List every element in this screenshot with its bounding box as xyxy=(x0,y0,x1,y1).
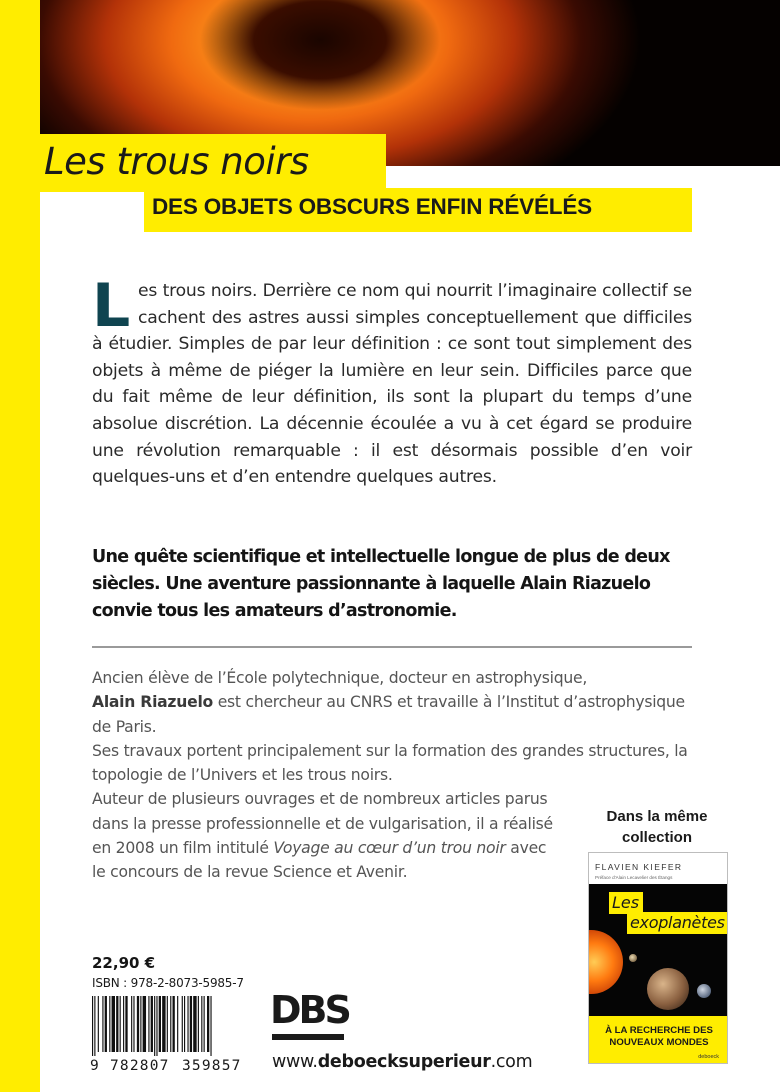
bio-paragraph-1 xyxy=(92,666,692,739)
book-subtitle: DES OBJETS OBSCURS ENFIN RÉVÉLÉS xyxy=(152,194,592,219)
intro-paragraph xyxy=(92,271,692,491)
barcode-first-digit: 9 xyxy=(90,1058,100,1074)
dbs-logo: DBS xyxy=(270,988,349,1032)
planet-illustration xyxy=(647,968,689,1010)
small-planet-illustration xyxy=(697,984,711,998)
star-illustration xyxy=(588,930,623,994)
intro-text: es trous noirs. Derrière ce nom qui nourrit l’imaginaire collectif se cachent des astres aussi simples conceptuellement que difficiles à étudier. Simples de par leur définition : ce sont tout simplement des objets à même de piéger la lumière en leur sein. Difficiles parce que du fait même de leur définition, ils sont la plupart du temps d’une absolue discrétion. La décennie écoulée a vu à cet égard se produire une révolution remarquable : il est désormais possible d’en voir quelques-uns et d’en entendre quelques autres. xyxy=(92,281,692,488)
related-book-title-line2: exoplanètes xyxy=(627,912,728,934)
price: 22,90 € xyxy=(92,954,156,972)
barcode xyxy=(90,996,254,1056)
author-name: Alain Riazuelo xyxy=(92,693,213,712)
drop-cap-letter: L xyxy=(92,271,131,341)
website-prefix: www. xyxy=(272,1052,318,1072)
publisher-website[interactable] xyxy=(272,1052,532,1072)
isbn: ISBN : 978-2-8073-5985-7 xyxy=(92,976,244,990)
film-title: Voyage au cœur d’un trou noir xyxy=(273,839,506,858)
bio-p3-start: Auteur de plusieurs ouvrages et de nombreux articles parus dans la presse professionnelle et de vulgarisation, il a réalisé en 2008 un film intitulé xyxy=(92,790,553,858)
related-book-cover[interactable] xyxy=(588,852,728,1064)
subtitle-banner xyxy=(144,188,692,232)
title-banner xyxy=(40,134,386,192)
bio-p3-end: avec le concours de la revue Science et Avenir. xyxy=(92,839,547,882)
barcode-group-2: 359857 xyxy=(182,1058,242,1074)
bio-paragraph-3 xyxy=(92,787,562,884)
bio-paragraph-2: Ses travaux portent principalement sur la formation des grandes structures, la topologie de l’Univers et les trous noirs. xyxy=(92,741,688,785)
barcode-digits xyxy=(90,1058,260,1078)
yellow-side-strip xyxy=(0,0,40,1092)
related-book-preface: Préface d’Alain Lecavelier des Étangs xyxy=(595,875,673,880)
related-book-subtitle: À LA RECHERCHE DES NOUVEAUX MONDES xyxy=(605,1025,713,1048)
highlight-paragraph: Une quête scientifique et intellectuelle longue de plus de deux siècles. Une aventure passionnante à laquelle Alain Riazuelo convie tous les amateurs d’astronomie. xyxy=(92,547,670,621)
website-brand: deboecksuperieur xyxy=(317,1052,491,1072)
dbs-logo-underline xyxy=(272,1034,344,1040)
related-book-author: FLAVIEN KIEFER xyxy=(595,862,683,872)
related-book-title-line1: Les xyxy=(609,892,643,914)
section-divider xyxy=(92,646,692,648)
book-title: Les trous noirs xyxy=(44,140,309,183)
tiny-planet-illustration xyxy=(629,954,637,962)
barcode-group-1: 782807 xyxy=(110,1058,170,1074)
bio-p1-start: Ancien élève de l’École polytechnique, docteur en astrophysique, xyxy=(92,669,588,687)
same-collection-heading: Dans la même collection xyxy=(606,808,708,846)
website-suffix: .com xyxy=(490,1052,533,1072)
related-book-publisher: deboeck xyxy=(698,1054,719,1060)
bio-p1-end: est chercheur au CNRS et travaille à l’Institut d’astrophysique de Paris. xyxy=(92,693,685,736)
